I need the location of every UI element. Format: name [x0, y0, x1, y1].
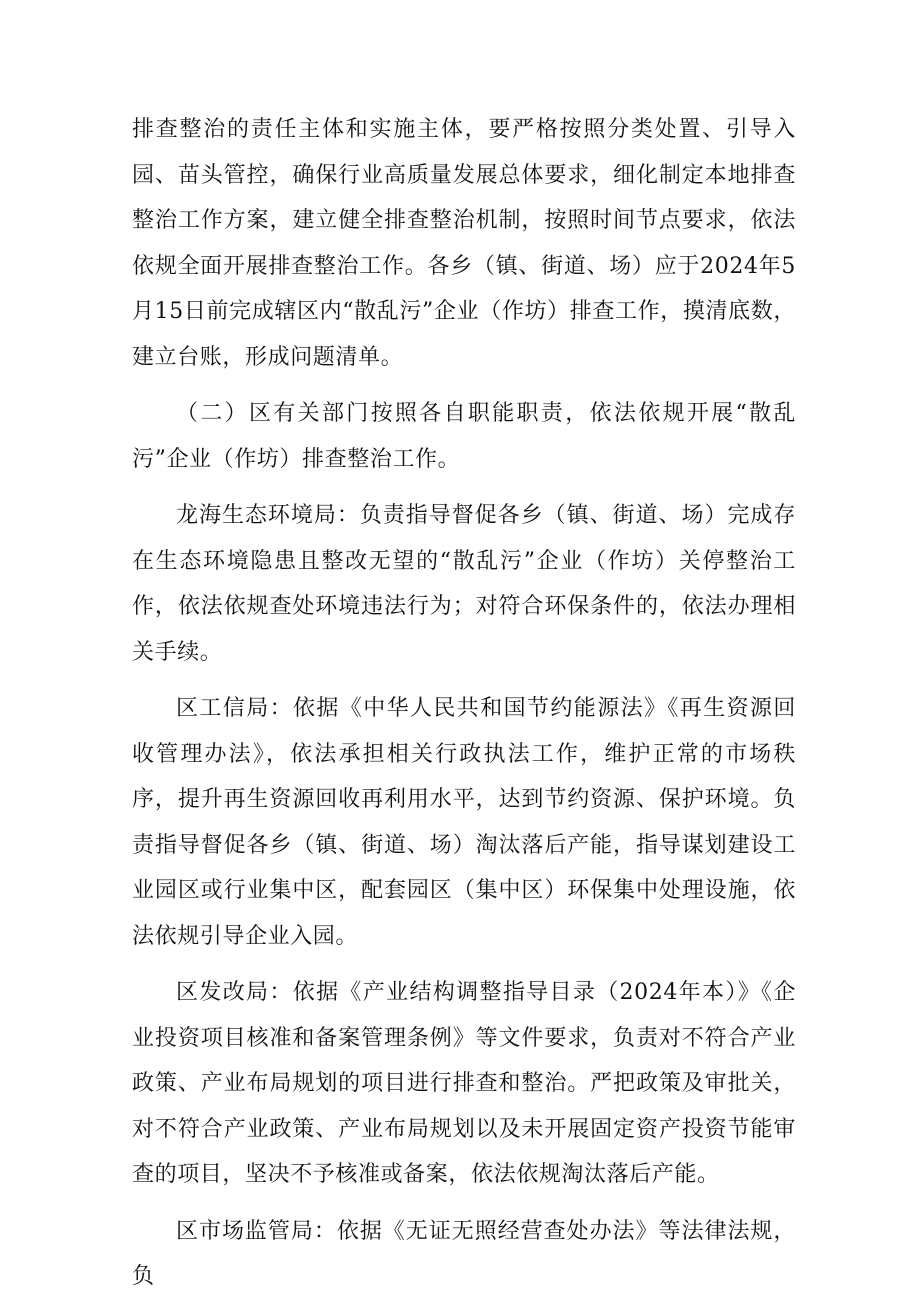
paragraph-development-bureau: 区发改局：依据《产业结构调整指导目录（2024年本）》《企业投资项目核准和备案管理条例》等文件要求，负责对不符合产业政策、产业布局规划的项目进行排查和整治。严把政策及审批关，对不符合产业政策、产业布局规划以及未开展固定资产投资节能审查的项目，坚决不予核准或备案，依法依规淘汰落后产能。 [132, 980, 796, 1187]
paragraph-responsibility-subject: 排查整治的责任主体和实施主体，要严格按照分类处置、引导入园、苗头管控，确保行业高质量发展总体要求，细化制定本地排查整治工作方案，建立健全排查整治机制，按照时间节点要求，依法依规全面开展排查整治工作。各乡（镇、街道、场）应于2024年5月15日前完成辖区内“散乱污”企业（作坊）排查工作，摸清底数，建立台账，形成问题清单。 [132, 117, 796, 370]
paragraph-section-two-heading: （二）区有关部门按照各自职能职责，依法依规开展“散乱污”企业（作坊）排查整治工作。 [132, 401, 796, 472]
paragraph-ecology-bureau: 龙海生态环境局：负责指导督促各乡（镇、街道、场）完成存在生态环境隐患且整改无望的“散乱污”企业（作坊）关停整治工作，依法依规查处环境违法行为；对符合环保条件的，依法办理相关手续。 [132, 503, 796, 665]
paragraph-industry-bureau: 区工信局：依据《中华人民共和国节约能源法》《再生资源回收管理办法》，依法承担相关行政执法工作，维护正常的市场秩序，提升再生资源回收再利用水平，达到节约资源、保护环境。负责指导督促各乡（镇、街道、场）淘汰落后产能，指导谋划建设工业园区或行业集中区，配套园区（集中区）环保集中处理设施，依法依规引导企业入园。 [132, 696, 796, 949]
document-body [132, 107, 796, 1300]
paragraph-market-supervision-bureau: 区市场监管局：依据《无证无照经营查处办法》等法律法规，负 [132, 1218, 796, 1289]
